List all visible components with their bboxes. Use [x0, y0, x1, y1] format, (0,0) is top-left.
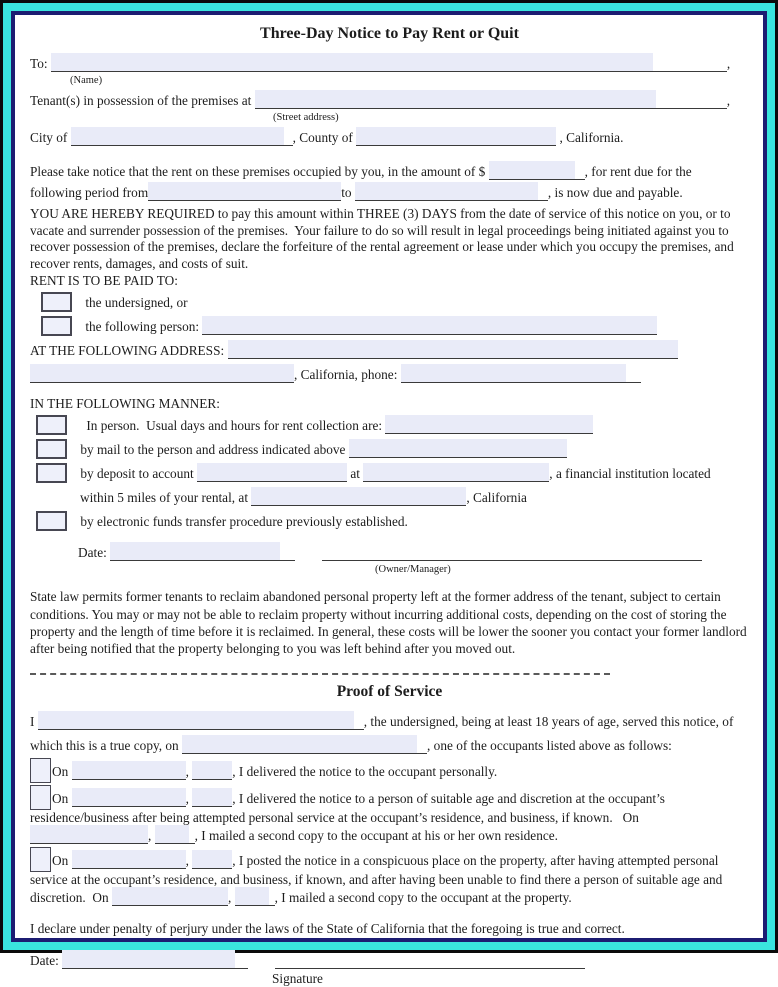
payment-city-field[interactable]: [30, 366, 294, 383]
to-comma: ,: [726, 56, 731, 71]
personal-delivery-row: [30, 758, 749, 783]
proof-intro-2b: , one of the occupants listed above as follows:: [427, 738, 672, 754]
to-row: [30, 53, 749, 74]
notice-period-row: [30, 182, 749, 203]
proof-intro-1b: , the undersigned, being at least 18 years of age, served this notice, of: [363, 714, 734, 730]
declaration-date-field[interactable]: [62, 952, 248, 969]
cyan-frame: [3, 3, 775, 987]
payment-address-field[interactable]: [228, 342, 678, 359]
electronic-row: [30, 511, 749, 532]
by-mail-label: by mail to the person and address indicated above: [80, 442, 346, 458]
to-label: To:: [30, 56, 48, 71]
undersigned-label: the undersigned, or: [85, 295, 188, 311]
deposit-row-2: [80, 487, 749, 508]
deposit-city-field[interactable]: [251, 489, 466, 506]
city-county-row: [30, 127, 749, 148]
payment-phone-field[interactable]: [401, 366, 641, 383]
mail-address-field[interactable]: [349, 441, 567, 458]
proof-intro-2a: which this is a true copy, on: [30, 738, 179, 754]
opt3-date-field[interactable]: [72, 852, 186, 869]
substituted-service-row: [30, 785, 749, 844]
deposit-label-1: by deposit to account: [80, 466, 194, 482]
owner-date-row: [78, 542, 749, 563]
in-person-label: In person. Usual days and hours for rent collection are:: [86, 418, 383, 434]
signature-sublabel: Signature: [272, 971, 323, 987]
reclaim-paragraph: State law permits former tenants to reclaim abandoned personal property left at the former address of the tenant, subject to certain conditions. You may or may not be able to reclaim property without incurring additional costs, depending on the cost of storing the property and the length of time before it is reclaimed. In general, these costs will be lower the sooner you contact your former landlord after being notified that the property belonging to you was left behind after you moved out.: [30, 589, 747, 656]
deposit-label-3: , a financial institution located: [549, 466, 711, 482]
opt1-date-field[interactable]: [72, 763, 186, 780]
opt2-date-field[interactable]: [72, 790, 186, 807]
notice-text-2: , for rent due for the: [584, 164, 692, 179]
notice-text-4: to: [341, 185, 352, 200]
period-from-field[interactable]: [148, 184, 341, 201]
city-field[interactable]: [71, 129, 293, 146]
opt3-mail-date-field[interactable]: [112, 889, 228, 906]
opt1-year-field[interactable]: [192, 763, 232, 780]
tenant-comma: ,: [726, 93, 731, 108]
state-label: , California.: [559, 130, 624, 145]
opt3-text-b: service at the occupant’s residence, and business, if known, and after having been unable to find there a person of suitable age and: [30, 872, 723, 888]
owner-manager-sublabel: (Owner/Manager): [375, 564, 451, 576]
name-sublabel: (Name): [70, 75, 103, 86]
notice-text-3: following period from: [30, 185, 149, 200]
tenant-row: [30, 90, 749, 111]
owner-date-field[interactable]: [110, 544, 295, 561]
period-to-field[interactable]: [355, 184, 548, 201]
declaration-text: I declare under penalty of perjury under the laws of the State of California that the foregoing is true and correct.: [30, 920, 625, 936]
opt2-text-b: residence/business after being attempted personal service at the occupant’s residence, and business, if known. On: [30, 810, 639, 826]
opt2-comma-2: ,: [148, 827, 152, 843]
notice-amount-row: [30, 161, 749, 182]
opt3-comma-2: ,: [228, 889, 232, 905]
proof-intro-row-1: [30, 711, 749, 732]
opt1-on-label: On: [52, 764, 69, 780]
proof-intro-1a: I: [30, 714, 35, 730]
page-title: Three-Day Notice to Pay Rent or Quit: [260, 25, 519, 42]
county-label: , County of: [292, 130, 353, 145]
address-row: [30, 340, 749, 361]
opt2-on-label: On: [52, 791, 69, 807]
notice-text-1: Please take notice that the rent on these premises occupied by you, in the amount of $: [30, 164, 486, 179]
deposit-label-5: , California: [466, 490, 527, 506]
by-mail-checkbox[interactable]: [36, 439, 67, 459]
opt3-on-label: On: [52, 853, 69, 869]
proof-intro-row-2: [30, 735, 749, 756]
final-date-label: Date:: [30, 953, 59, 969]
street-address-field[interactable]: [255, 92, 727, 109]
notice-form-page: [11, 11, 767, 987]
server-name-field[interactable]: [38, 713, 364, 730]
payee-person-field[interactable]: [202, 318, 657, 335]
deposit-checkbox[interactable]: [36, 463, 67, 483]
following-person-label: the following person:: [85, 319, 200, 335]
collection-hours-field[interactable]: [385, 417, 593, 434]
owner-date-label: Date:: [78, 545, 107, 561]
deposit-account-field[interactable]: [197, 465, 347, 482]
opt1-text: , I delivered the notice to the occupant personally.: [232, 764, 498, 780]
in-person-row: [30, 415, 749, 436]
manner-heading: IN THE FOLLOWING MANNER:: [30, 396, 220, 412]
opt3-mail-year-field[interactable]: [235, 889, 275, 906]
city-label: City of: [30, 130, 68, 145]
opt3-text-d: , I mailed a second copy to the occupant at the property.: [274, 889, 572, 905]
posting-checkbox[interactable]: [30, 847, 51, 872]
following-person-row: [30, 316, 749, 337]
opt3-text-a: , I posted the notice in a conspicuous place on the property, after having attempted personal: [232, 853, 719, 869]
opt3-year-field[interactable]: [192, 852, 232, 869]
final-date-row: [30, 950, 749, 971]
rent-amount-field[interactable]: [489, 163, 585, 180]
owner-signature-line[interactable]: [322, 544, 702, 561]
to-name-field[interactable]: [51, 55, 727, 72]
signature-line[interactable]: [275, 952, 585, 969]
opt2-year-field[interactable]: [192, 790, 232, 807]
tenant-label: Tenant(s) in possession of the premises at: [30, 93, 252, 108]
deposit-row: [30, 463, 749, 484]
electronic-checkbox[interactable]: [36, 511, 67, 531]
service-date-field[interactable]: [182, 737, 427, 754]
opt3-comma: ,: [185, 853, 189, 869]
undersigned-checkbox[interactable]: [41, 292, 72, 312]
by-mail-row: [30, 439, 749, 460]
notice-text-5: , is now due and payable.: [547, 185, 683, 200]
opt1-comma: ,: [185, 764, 189, 780]
address-cont-row: [30, 364, 749, 385]
following-person-checkbox[interactable]: [41, 316, 72, 336]
opt2-mail-year-field[interactable]: [155, 827, 195, 844]
required-paragraph: YOU ARE HEREBY REQUIRED to pay this amount within THREE (3) DAYS from the date of service of this notice on you, or to vacate and surrender possession of the premises. Your failure to do so will result in legal proceedings being initiated against you to recover possession of the premises, declare the forfeiture of the rental agreement or lease under which you occupy the premises, and recover rents, damages, and costs of suit.: [30, 206, 738, 271]
county-field[interactable]: [356, 129, 556, 146]
personal-delivery-checkbox[interactable]: [30, 758, 51, 783]
opt2-comma: ,: [185, 791, 189, 807]
posting-service-row: [30, 847, 749, 906]
substituted-service-checkbox[interactable]: [30, 785, 51, 810]
undersigned-row: [30, 292, 749, 313]
street-sublabel: (Street address): [273, 112, 339, 123]
opt3-text-c: discretion. On: [30, 889, 109, 905]
paid-to-heading: RENT IS TO BE PAID TO:: [30, 273, 178, 289]
electronic-label: by electronic funds transfer procedure previously established.: [80, 514, 408, 530]
proof-of-service-title: Proof of Service: [336, 683, 443, 701]
opt2-text-a: , I delivered the notice to a person of suitable age and discretion at the occupant’s: [232, 791, 665, 807]
opt2-mail-date-field[interactable]: [30, 827, 148, 844]
address-heading: AT THE FOLLOWING ADDRESS:: [30, 343, 225, 359]
dashed-divider: [30, 673, 610, 675]
deposit-label-4: within 5 miles of your rental, at: [80, 490, 249, 506]
opt2-text-c: , I mailed a second copy to the occupant at his or her own residence.: [194, 827, 558, 843]
deposit-institution-field[interactable]: [363, 465, 549, 482]
deposit-label-2: at: [350, 466, 360, 482]
phone-label: , California, phone:: [294, 367, 398, 383]
in-person-checkbox[interactable]: [36, 415, 67, 435]
